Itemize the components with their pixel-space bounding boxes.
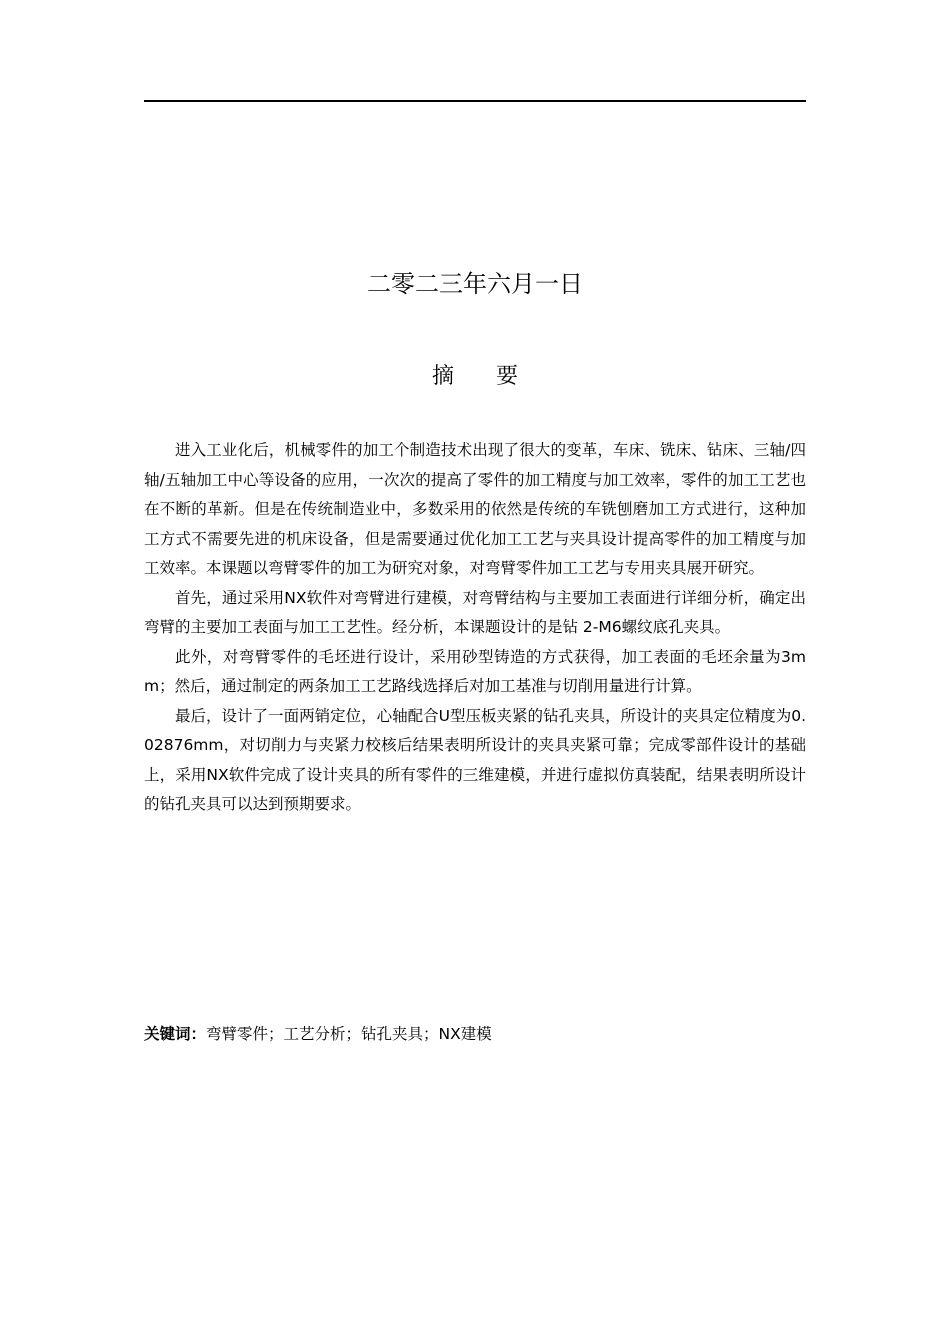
abstract-body	[144, 436, 806, 820]
header-rule	[144, 100, 806, 102]
abstract-paragraph-4: 最后，设计了一面两销定位，心轴配合U型压板夹紧的钻孔夹具，所设计的夹具定位精度为0.02876mm，对切削力与夹紧力校核后结果表明所设计的夹具夹紧可靠；完成零部件设计的基础上，采用NX软件完成了设计夹具的所有零件的三维建模，并进行虚拟仿真装配，结果表明所设计的钻孔夹具可以达到预期要求。	[144, 706, 806, 813]
keywords-line	[144, 1020, 806, 1048]
abstract-paragraph-1: 进入工业化后，机械零件的加工个制造技术出现了很大的变革，车床、铣床、钻床、三轴/四轴/五轴加工中心等设备的应用，一次次的提高了零件的加工精度与加工效率，零件的加工工艺也在不断的革新。但是在传统制造业中，多数采用的依然是传统的车铣刨磨加工方式进行，这种加工方式不需要先进的机床设备，但是需要通过优化加工工艺与夹具设计提高零件的加工精度与加工效率。本课题以弯臂零件的加工为研究对象，对弯臂零件加工工艺与专用夹具展开研究。	[144, 441, 806, 577]
date-heading: 二零二三年六月一日	[367, 270, 583, 298]
abstract-title: 摘要	[431, 364, 560, 389]
keywords-text: 弯臂零件；工艺分析；钻孔夹具；NX建模	[206, 1025, 492, 1043]
abstract-paragraph-3: 此外，对弯臂零件的毛坯进行设计，采用砂型铸造的方式获得，加工表面的毛坯余量为3mm；然后，通过制定的两条加工工艺路线选择后对加工基准与切削用量进行计算。	[144, 647, 806, 695]
abstract-paragraph-2: 首先，通过采用NX软件对弯臂进行建模，对弯臂结构与主要加工表面进行详细分析，确定出弯臂的主要加工表面与加工工艺性。经分析，本课题设计的是钻 2-M6螺纹底孔夹具。	[144, 588, 806, 636]
keywords-label: 关键词：	[144, 1025, 207, 1043]
